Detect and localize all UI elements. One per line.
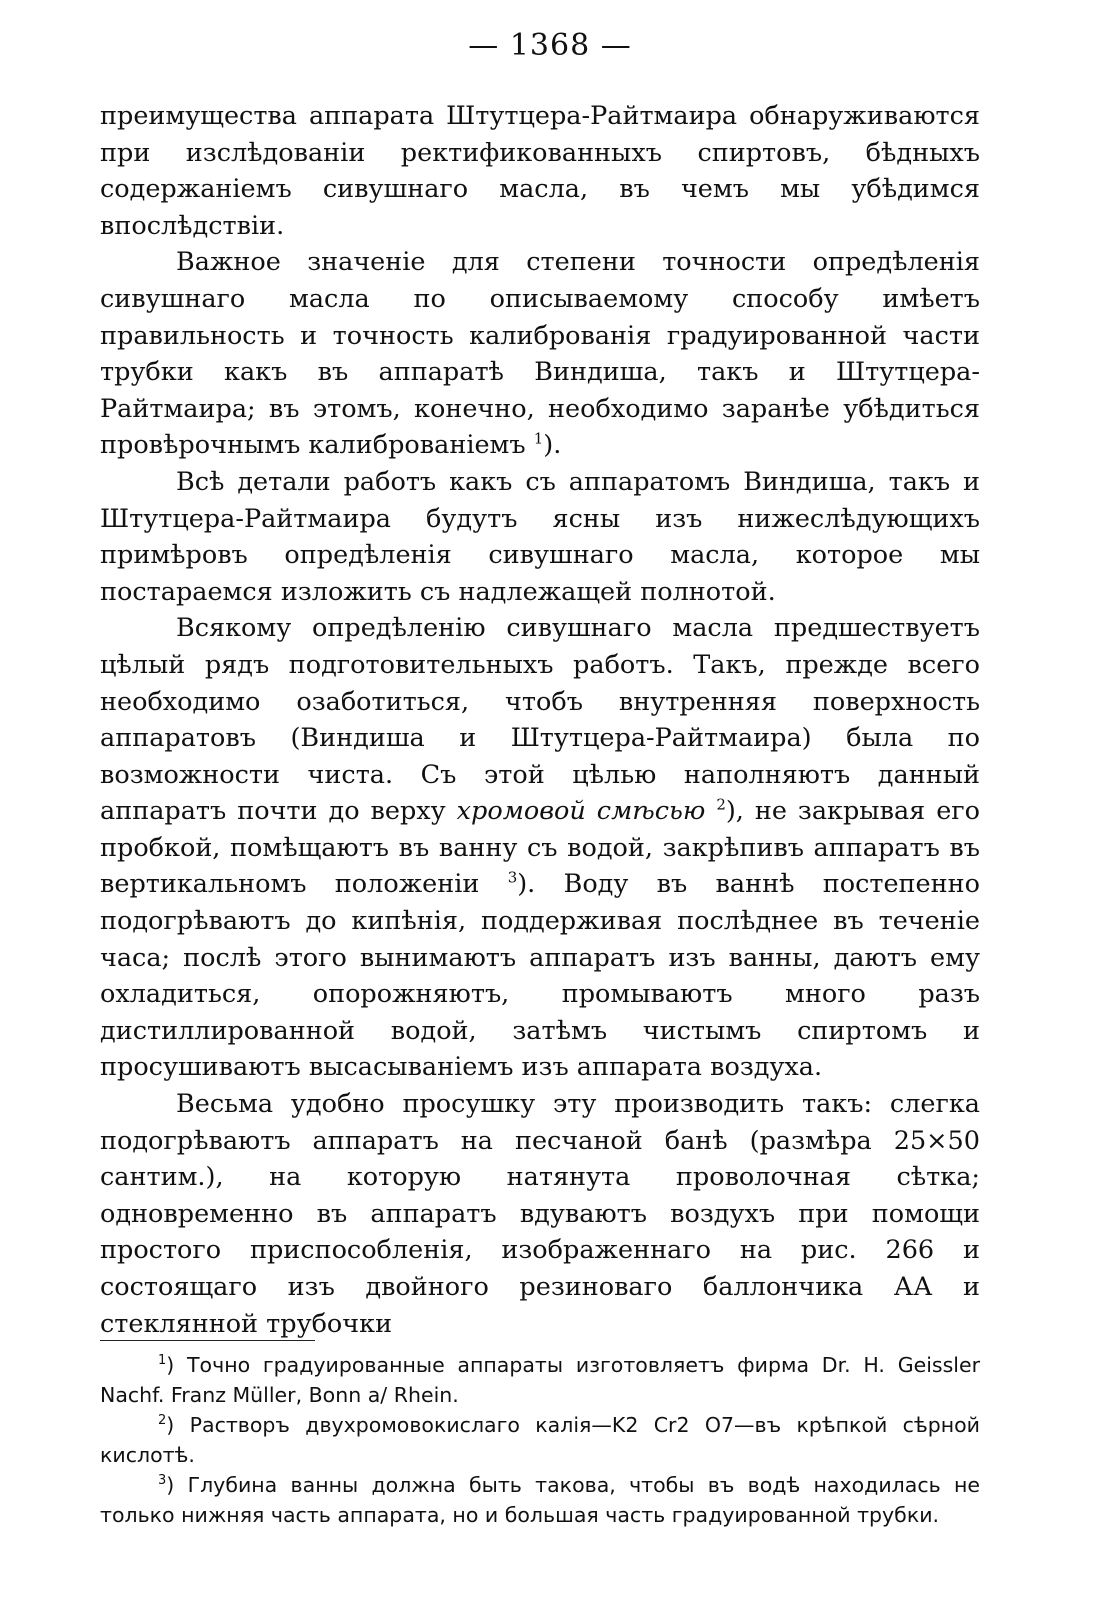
paragraph-2-end: ). <box>543 430 562 461</box>
paragraph-4 <box>100 610 980 1086</box>
paragraph-5: Весьма удобно просушку эту производить такъ: слегка подогрѣваютъ аппаратъ на песчаной банѣ (размѣра 25×50 сантим.), на которую натянута проволочная сѣтка; одновременно въ аппаратъ вдуваютъ воздухъ при помощи простого приспособленія, изображеннаго на рис. 266 и состоящаго изъ двойного резиноваго баллончика АА и стеклянной трубочки <box>100 1089 980 1339</box>
paragraph-2 <box>100 244 980 464</box>
paragraph-4-text-b: ), не закрывая его пробкой, помѣщаютъ въ ванну съ водой, закрѣпивъ аппаратъ въ вертикальномъ положеніи <box>100 796 981 900</box>
footnote-ref-1: 1 <box>533 429 544 448</box>
paragraph-1: преимущества аппарата Штутцера-Райтмаира обнаруживаются при изслѣдованіи ректификованныхъ спиртовъ, бѣдныхъ содержаніемъ сивушнаго масла, въ чемъ мы убѣдимся впослѣдствіи. <box>100 101 980 241</box>
paragraph-2-text: Важное значеніе для степени точности опредѣленія сивушнаго масла по описываемому способу имѣетъ правильность и точность калиброванія градуированной части трубки какъ въ аппаратѣ Виндиша, такъ и Штутцера-Райтмаира; въ этомъ, конечно, необходимо заранѣе убѣдиться провѣрочнымъ калиброваніемъ <box>100 247 980 461</box>
footnote-3 <box>100 1470 980 1530</box>
main-text <box>100 98 980 1342</box>
page-number: — 1368 — <box>468 28 632 63</box>
footnote-mark: 3 <box>158 1473 167 1489</box>
footnote-text: ) Растворъ двухромовокислаго калія—K2 Cr2 O7—въ крѣпкой сѣрной кислотѣ. <box>100 1413 980 1467</box>
footnote-2 <box>100 1410 980 1470</box>
footnote-ref-2: 2 <box>716 795 726 814</box>
paragraph-4-text-c: ). Воду въ ваннѣ постепенно подогрѣваютъ до кипѣнія, поддерживая послѣднее въ теченіе часа; послѣ этого вынимаютъ аппаратъ изъ ванны, даютъ ему охладиться, опорожняютъ, промываютъ много разъ дистиллированной водой, затѣмъ чистымъ спиртомъ и просушиваютъ высасываніемъ изъ аппарата воздуха. <box>100 869 980 1083</box>
footnote-divider <box>100 1340 315 1341</box>
footnote-text: ) Глубина ванны должна быть такова, чтобы въ водѣ находилась не только нижняя часть аппарата, но и большая часть градуированной трубки. <box>100 1473 980 1527</box>
paragraph-4-text-a: Всякому опредѣленію сивушнаго масла предшествуетъ цѣлый рядъ подготовительныхъ работъ. Такъ, прежде всего необходимо озаботиться, чтобъ внутренняя поверхность аппаратовъ (Виндиша и Штутцера-Райтмаира) была по возможности чиста. Съ этой цѣлью наполняютъ данный аппаратъ почти до верху <box>100 613 980 827</box>
footnote-mark: 2 <box>158 1413 167 1429</box>
paragraph-3: Всѣ детали работъ какъ съ аппаратомъ Виндиша, такъ и Штутцера-Райтмаира будутъ ясны изъ нижеслѣдующихъ примѣровъ опредѣленія сивушнаго масла, которое мы постараемся изложить съ надлежащей полнотой. <box>100 466 980 607</box>
footnotes <box>100 1350 980 1530</box>
footnote-1 <box>100 1350 980 1410</box>
footnote-mark: 1 <box>158 1353 167 1369</box>
footnote-ref-3: 3 <box>507 868 518 887</box>
italic-term: хромовой смѣсью <box>456 796 706 827</box>
footnote-text: ) Точно градуированные аппараты изготовляетъ фирма Dr. H. Geissler Nachf. Franz Müller, Bonn a/ Rhein. <box>100 1353 980 1407</box>
